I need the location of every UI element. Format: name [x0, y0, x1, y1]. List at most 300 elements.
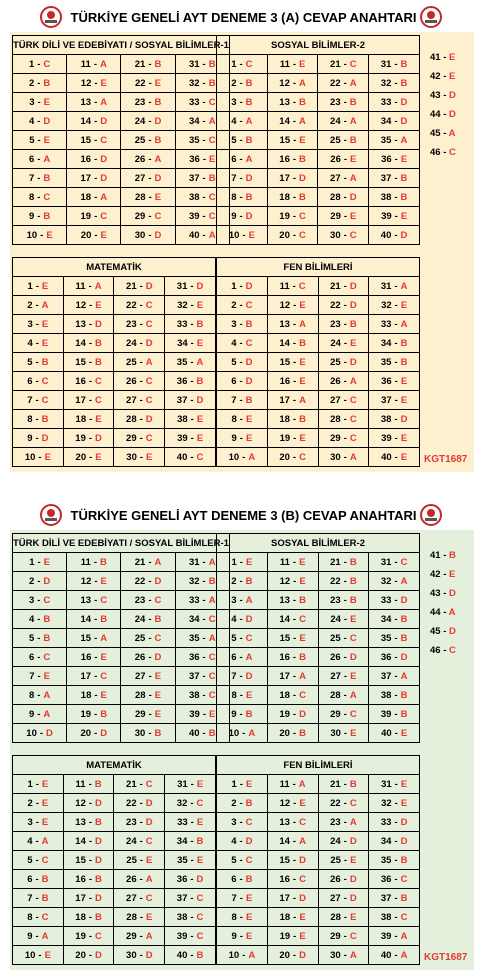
answer-cell: 11 - A [267, 775, 318, 794]
answer-cell: 17 - C [67, 667, 121, 686]
answer-cell: 34 - D [369, 832, 420, 851]
answer-cell: 18 - B [63, 908, 114, 927]
answer-cell: 13 - D [63, 315, 114, 334]
answer-cell: 20 - D [267, 946, 318, 965]
answer-row [217, 112, 420, 131]
answer-row [13, 572, 230, 591]
answer-cell: 12 - E [267, 794, 318, 813]
answer-cell: 37 - C [175, 667, 229, 686]
answer-cell: 28 - A [318, 686, 369, 705]
answer-cell: 14 - D [67, 112, 121, 131]
answer-cell: 42 - E [430, 569, 456, 580]
answer-cell: 4 - D [217, 610, 268, 629]
answer-cell: 23 - C [114, 315, 165, 334]
answer-cell: 34 - B [165, 832, 216, 851]
answer-cell: 39 - E [369, 429, 420, 448]
answer-cell: 25 - D [318, 353, 369, 372]
answer-key-a-title: TÜRKİYE GENELİ AYT DENEME 3 (A) CEVAP ANAHTARI [70, 10, 417, 25]
answer-row [217, 908, 420, 927]
answer-cell: 27 - E [318, 667, 369, 686]
answer-cell: 6 - A [217, 648, 268, 667]
answer-cell: 11 - E [267, 553, 318, 572]
answer-cell: 29 - C [318, 429, 369, 448]
answer-row [13, 448, 216, 467]
answer-cell: 21 - D [114, 277, 165, 296]
answer-cell: 35 - B [369, 353, 420, 372]
answer-row [13, 150, 230, 169]
answer-cell: 7 - E [13, 667, 67, 686]
answer-cell: 17 - D [67, 169, 121, 188]
answer-cell: 33 - D [369, 93, 420, 112]
answer-cell: 7 - D [217, 667, 268, 686]
answer-row [217, 334, 420, 353]
answer-cell: 8 - B [13, 410, 64, 429]
answer-cell: 22 - D [121, 572, 175, 591]
answer-row [217, 391, 420, 410]
answer-cell: 8 - E [217, 410, 268, 429]
answer-cell: 33 - E [165, 813, 216, 832]
answer-cell: 10 - E [13, 946, 64, 965]
answer-cell: 14 - A [267, 832, 318, 851]
answer-row [13, 724, 230, 743]
answer-cell: 21 - A [121, 553, 175, 572]
fen-section-header: FEN BİLİMLERİ [217, 756, 420, 775]
answer-cell: 20 - D [63, 946, 114, 965]
answer-cell: 39 - E [165, 429, 216, 448]
answer-cell: 35 - C [175, 131, 229, 150]
tde-table [12, 533, 230, 743]
answer-row [13, 553, 230, 572]
answer-cell: 7 - D [217, 169, 268, 188]
mat-section-header: MATEMATİK [13, 756, 216, 775]
answer-cell: 9 - E [217, 927, 268, 946]
answer-cell: 16 - D [67, 150, 121, 169]
answer-cell: 35 - A [175, 629, 229, 648]
answer-cell: 40 - E [369, 448, 420, 467]
answer-cell: 26 - D [318, 870, 369, 889]
tde-table [12, 35, 230, 245]
answer-cell: 1 - E [217, 775, 268, 794]
answer-cell: 26 - E [318, 150, 369, 169]
answer-cell: 32 - B [369, 74, 420, 93]
answer-row [217, 870, 420, 889]
answer-cell: 33 - A [369, 315, 420, 334]
answer-cell: 8 - E [217, 686, 268, 705]
answer-cell: 44 - A [430, 607, 456, 618]
answer-row [217, 889, 420, 908]
answer-cell: 35 - A [165, 353, 216, 372]
answer-cell: 29 - E [318, 207, 369, 226]
answer-cell: 5 - C [217, 629, 268, 648]
answer-cell: 14 - B [63, 334, 114, 353]
answer-cell: 5 - C [13, 851, 64, 870]
answer-cell: 15 - B [63, 353, 114, 372]
answer-cell: 39 - C [165, 927, 216, 946]
answer-cell: 27 - A [318, 169, 369, 188]
answer-cell: 46 - C [430, 147, 456, 158]
answer-cell: 33 - C [175, 93, 229, 112]
answer-cell: 9 - A [13, 927, 64, 946]
answer-row [217, 686, 420, 705]
answer-cell: 35 - B [369, 851, 420, 870]
answer-cell: 36 - E [175, 150, 229, 169]
answer-cell: 19 - D [267, 705, 318, 724]
answer-row [13, 946, 216, 965]
answer-cell: 32 - B [175, 74, 229, 93]
answer-cell: 14 - B [267, 334, 318, 353]
answer-cell: 7 - B [13, 169, 67, 188]
answer-cell: 30 - D [114, 946, 165, 965]
answer-key-b-panel [10, 530, 474, 970]
answer-cell: 32 - C [165, 794, 216, 813]
answer-cell: 14 - B [67, 610, 121, 629]
answer-cell: 25 - C [121, 629, 175, 648]
answer-cell: 31 - E [165, 775, 216, 794]
answer-cell: 10 - A [217, 724, 268, 743]
answer-cell: 31 - A [175, 553, 229, 572]
answer-cell: 20 - C [267, 448, 318, 467]
answer-cell: 2 - C [217, 296, 268, 315]
answer-cell: 29 - C [121, 207, 175, 226]
answer-row [217, 629, 420, 648]
answer-cell: 24 - D [121, 112, 175, 131]
answer-cell: 6 - C [13, 372, 64, 391]
answer-cell: 40 - E [369, 724, 420, 743]
answer-cell: 36 - D [369, 648, 420, 667]
answer-cell: 24 - D [114, 334, 165, 353]
fen-table [216, 257, 420, 467]
answer-row [217, 353, 420, 372]
answer-cell: 4 - A [217, 112, 268, 131]
answer-cell: 32 - E [369, 794, 420, 813]
answer-cell: 9 - D [217, 207, 268, 226]
answer-cell: 10 - A [217, 448, 268, 467]
answer-cell: 15 - E [267, 629, 318, 648]
answer-cell: 28 - E [121, 686, 175, 705]
sos2-table [216, 533, 420, 743]
answer-cell: 7 - B [217, 391, 268, 410]
answer-cell: 5 - D [217, 353, 268, 372]
answer-cell: 2 - B [217, 794, 268, 813]
answer-cell: 43 - D [430, 90, 456, 101]
answer-cell: 36 - B [165, 372, 216, 391]
answer-cell: 20 - D [67, 724, 121, 743]
answer-row [13, 889, 216, 908]
answer-cell: 29 - A [114, 927, 165, 946]
answer-cell: 26 - C [114, 372, 165, 391]
answer-cell: 5 - B [217, 131, 268, 150]
answer-cell: 10 - A [217, 946, 268, 965]
answer-cell: 7 - C [13, 391, 64, 410]
answer-row [217, 55, 420, 74]
answer-cell: 33 - D [369, 591, 420, 610]
answer-row [13, 705, 230, 724]
answer-cell: 41 - B [430, 550, 456, 561]
answer-cell: 2 - B [217, 572, 268, 591]
answer-cell: 23 - A [318, 813, 369, 832]
answer-cell: 9 - B [13, 207, 67, 226]
answer-row [217, 667, 420, 686]
answer-cell: 10 - E [13, 448, 64, 467]
answer-cell: 42 - E [430, 71, 456, 82]
answer-row [217, 74, 420, 93]
answer-cell: 13 - A [267, 315, 318, 334]
answer-cell: 11 - E [267, 55, 318, 74]
answer-row [217, 813, 420, 832]
answer-cell: 43 - D [430, 588, 456, 599]
answer-cell: 16 - C [63, 372, 114, 391]
answer-row [217, 207, 420, 226]
answer-key-b-header [0, 502, 487, 530]
answer-cell: 18 - C [267, 686, 318, 705]
answer-cell: 44 - D [430, 109, 456, 120]
answer-cell: 12 - E [67, 572, 121, 591]
booklet-code: KGT1687 [424, 454, 468, 465]
answer-cell: 39 - C [175, 207, 229, 226]
answer-cell: 22 - A [318, 74, 369, 93]
answer-cell: 25 - E [318, 851, 369, 870]
answer-row [13, 429, 216, 448]
answer-cell: 15 - D [267, 851, 318, 870]
answer-cell: 22 - C [114, 296, 165, 315]
answer-cell: 13 - B [267, 591, 318, 610]
answer-cell: 31 - B [175, 55, 229, 74]
answer-cell: 10 - E [217, 226, 268, 245]
answer-cell: 4 - A [13, 832, 64, 851]
publisher-logo-right [420, 6, 442, 28]
answer-row [217, 724, 420, 743]
answer-cell: 1 - D [217, 277, 268, 296]
answer-cell: 34 - C [175, 610, 229, 629]
answer-key-a-panel [10, 32, 474, 472]
answer-cell: 3 - B [217, 315, 268, 334]
answer-cell: 22 - D [318, 296, 369, 315]
answer-cell: 27 - C [318, 391, 369, 410]
answer-cell: 38 - C [175, 188, 229, 207]
answer-cell: 36 - E [369, 372, 420, 391]
answer-cell: 10 - D [13, 724, 67, 743]
answer-cell: 17 - C [63, 391, 114, 410]
answer-cell: 23 - B [318, 93, 369, 112]
answer-row [13, 93, 230, 112]
answer-cell: 12 - A [267, 74, 318, 93]
answer-cell: 29 - C [318, 705, 369, 724]
answer-cell: 21 - B [121, 55, 175, 74]
answer-cell: 20 - E [67, 226, 121, 245]
answer-cell: 15 - C [67, 131, 121, 150]
answer-row [13, 410, 216, 429]
answer-cell: 40 - B [175, 724, 229, 743]
answer-cell: 3 - E [13, 315, 64, 334]
answer-cell: 16 - C [267, 870, 318, 889]
answer-cell: 28 - C [318, 410, 369, 429]
answer-cell: 19 - B [67, 705, 121, 724]
answer-cell: 14 - D [63, 832, 114, 851]
answer-cell: 12 - E [267, 572, 318, 591]
answer-cell: 38 - D [369, 410, 420, 429]
answer-cell: 13 - C [267, 813, 318, 832]
answer-row [13, 851, 216, 870]
answer-cell: 41 - E [430, 52, 456, 63]
answer-cell: 32 - B [175, 572, 229, 591]
tde-section-header: TÜRK DİLİ VE EDEBİYATI / SOSYAL BİLİMLER-1 [13, 36, 230, 55]
answer-row [13, 813, 216, 832]
answer-cell: 9 - B [217, 705, 268, 724]
answer-row [217, 150, 420, 169]
answer-row [13, 169, 230, 188]
answer-cell: 11 - A [63, 277, 114, 296]
answer-cell: 13 - B [267, 93, 318, 112]
answer-cell: 28 - D [114, 410, 165, 429]
answer-cell: 30 - B [121, 724, 175, 743]
answer-row [217, 410, 420, 429]
answer-cell: 30 - A [318, 946, 369, 965]
answer-cell: 1 - E [13, 553, 67, 572]
answer-cell: 18 - A [67, 188, 121, 207]
answer-cell: 23 - B [121, 93, 175, 112]
answer-row [217, 448, 420, 467]
answer-cell: 31 - A [369, 277, 420, 296]
answer-cell: 45 - A [430, 128, 456, 139]
answer-cell: 17 - D [63, 889, 114, 908]
answer-cell: 8 - C [13, 908, 64, 927]
answer-cell: 45 - D [430, 626, 456, 637]
answer-cell: 21 - C [318, 55, 369, 74]
answer-cell: 39 - B [369, 705, 420, 724]
answer-cell: 25 - E [114, 851, 165, 870]
answer-row [13, 794, 216, 813]
answer-row [13, 629, 230, 648]
answer-cell: 34 - B [369, 334, 420, 353]
answer-row [217, 832, 420, 851]
answer-cell: 15 - E [267, 131, 318, 150]
answer-cell: 40 - A [175, 226, 229, 245]
answer-cell: 28 - D [318, 188, 369, 207]
answer-cell: 32 - E [165, 296, 216, 315]
answer-row [217, 372, 420, 391]
answer-cell: 29 - E [121, 705, 175, 724]
answer-cell: 21 - D [318, 277, 369, 296]
answer-cell: 13 - B [63, 813, 114, 832]
answer-cell: 25 - A [114, 353, 165, 372]
answer-cell: 27 - D [318, 889, 369, 908]
answer-row [217, 648, 420, 667]
answer-cell: 37 - E [369, 391, 420, 410]
answer-cell: 4 - D [13, 112, 67, 131]
answer-cell: 3 - B [217, 93, 268, 112]
answer-cell: 26 - D [121, 648, 175, 667]
answer-row [217, 851, 420, 870]
answer-row [13, 686, 230, 705]
answer-cell: 39 - E [369, 207, 420, 226]
answer-cell: 5 - B [13, 629, 67, 648]
answer-cell: 38 - C [165, 908, 216, 927]
mat-table [12, 755, 216, 965]
answer-cell: 10 - E [13, 226, 67, 245]
answer-cell: 6 - B [13, 870, 64, 889]
answer-cell: 35 - E [165, 851, 216, 870]
answer-cell: 9 - E [217, 429, 268, 448]
answer-cell: 18 - E [67, 686, 121, 705]
answer-cell: 30 - C [318, 226, 369, 245]
answer-cell: 25 - B [318, 131, 369, 150]
answer-cell: 37 - A [369, 667, 420, 686]
answer-cell: 13 - C [67, 591, 121, 610]
answer-cell: 27 - E [121, 667, 175, 686]
answer-cell: 24 - C [114, 832, 165, 851]
answer-cell: 15 - E [267, 353, 318, 372]
answer-cell: 12 - E [267, 296, 318, 315]
answer-cell: 18 - E [63, 410, 114, 429]
answer-cell: 33 - A [175, 591, 229, 610]
answer-row [13, 112, 230, 131]
answer-cell: 23 - C [121, 591, 175, 610]
answer-cell: 14 - A [267, 112, 318, 131]
answer-cell: 30 - E [114, 448, 165, 467]
mat-table [12, 257, 216, 467]
answer-cell: 26 - A [318, 372, 369, 391]
answer-row [217, 946, 420, 965]
answer-cell: 17 - D [267, 169, 318, 188]
answer-cell: 40 - B [165, 946, 216, 965]
answer-cell: 38 - B [369, 188, 420, 207]
answer-cell: 25 - B [121, 131, 175, 150]
answer-cell: 4 - B [13, 610, 67, 629]
answer-row [13, 74, 230, 93]
answer-cell: 19 - D [63, 429, 114, 448]
answer-row [13, 391, 216, 410]
answer-row [13, 55, 230, 74]
answer-row [13, 927, 216, 946]
answer-row [217, 277, 420, 296]
answer-row [217, 705, 420, 724]
answer-cell: 24 - E [318, 334, 369, 353]
answer-row [217, 553, 420, 572]
answer-cell: 26 - A [114, 870, 165, 889]
answer-row [13, 226, 230, 245]
answer-cell: 6 - C [13, 648, 67, 667]
answer-cell: 30 - A [318, 448, 369, 467]
answer-cell: 5 - B [13, 353, 64, 372]
publisher-logo-right [420, 504, 442, 526]
answer-cell: 31 - C [369, 553, 420, 572]
answer-cell: 24 - A [318, 112, 369, 131]
answer-cell: 36 - C [369, 870, 420, 889]
answer-cell: 14 - C [267, 610, 318, 629]
answer-row [217, 315, 420, 334]
sos2-table [216, 35, 420, 245]
answer-cell: 3 - C [13, 591, 67, 610]
answer-row [13, 908, 216, 927]
fen-section-header: FEN BİLİMLERİ [217, 258, 420, 277]
answer-cell: 1 - E [217, 553, 268, 572]
answer-cell: 29 - C [318, 927, 369, 946]
answer-cell: 36 - E [369, 150, 420, 169]
answer-row [13, 610, 230, 629]
answer-cell: 8 - C [13, 188, 67, 207]
answer-cell: 6 - A [217, 150, 268, 169]
answer-row [13, 315, 216, 334]
answer-row [217, 131, 420, 150]
answer-cell: 3 - E [13, 93, 67, 112]
answer-cell: 38 - C [175, 686, 229, 705]
answer-cell: 9 - D [13, 429, 64, 448]
answer-row [217, 429, 420, 448]
answer-cell: 27 - C [114, 889, 165, 908]
answer-cell: 29 - C [114, 429, 165, 448]
answer-row [217, 794, 420, 813]
booklet-code: KGT1687 [424, 952, 468, 963]
